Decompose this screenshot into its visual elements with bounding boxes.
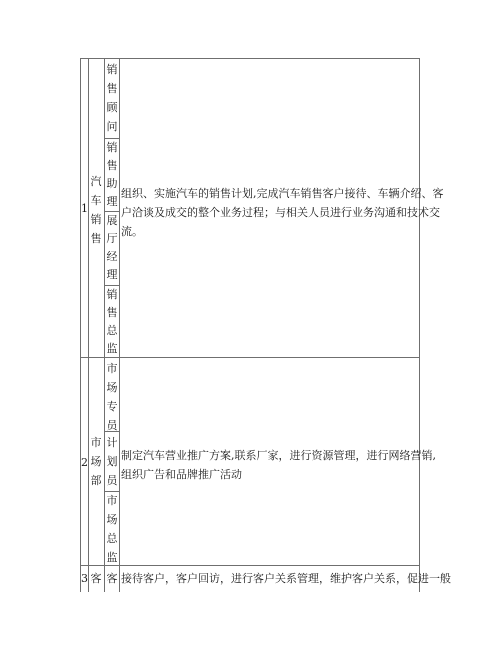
duty-description: 接待客户，客户回访，进行客户关系管理，维护客户关系，促进一般: [121, 572, 451, 585]
position-name: 展 厅 经 理: [106, 214, 118, 281]
department-name: 汽 车 销 售: [90, 175, 102, 245]
row-number: 3: [81, 572, 88, 585]
column-divider-position: [119, 58, 120, 592]
row-number: 2: [81, 456, 88, 469]
department-name: 客: [90, 572, 102, 585]
duty-description: 制定汽车营业推广方案,联系厂家，进行资源管理，进行网络营销, 组织广告和品牌推广活动: [121, 449, 436, 481]
table-border-top: [80, 58, 420, 59]
table-border-left: [80, 58, 81, 592]
row-number: 1: [81, 202, 88, 215]
position-name: 销 售 总 监: [106, 288, 118, 355]
row-divider-1-2: [80, 357, 420, 358]
position-name: 市 场 总 监: [106, 494, 118, 564]
position-name: 客: [106, 572, 118, 585]
position-name: 计 划 员: [106, 436, 118, 487]
position-name: 市 场 专 员: [106, 362, 118, 432]
position-name: 销 售 助 理: [106, 141, 118, 208]
table-border-right: [419, 58, 420, 592]
column-divider-no: [88, 58, 89, 592]
department-name: 市 场 部: [90, 436, 102, 487]
duty-description: 组织、实施汽车的销售计划,完成汽车销售客户接待、车辆介绍、客 户洽谈及成交的整个业务过程；与相关人员进行业务沟通和技术交 流。: [121, 187, 444, 238]
row-divider-2-3: [80, 565, 420, 566]
position-name: 销 售 顾 问: [106, 63, 118, 133]
